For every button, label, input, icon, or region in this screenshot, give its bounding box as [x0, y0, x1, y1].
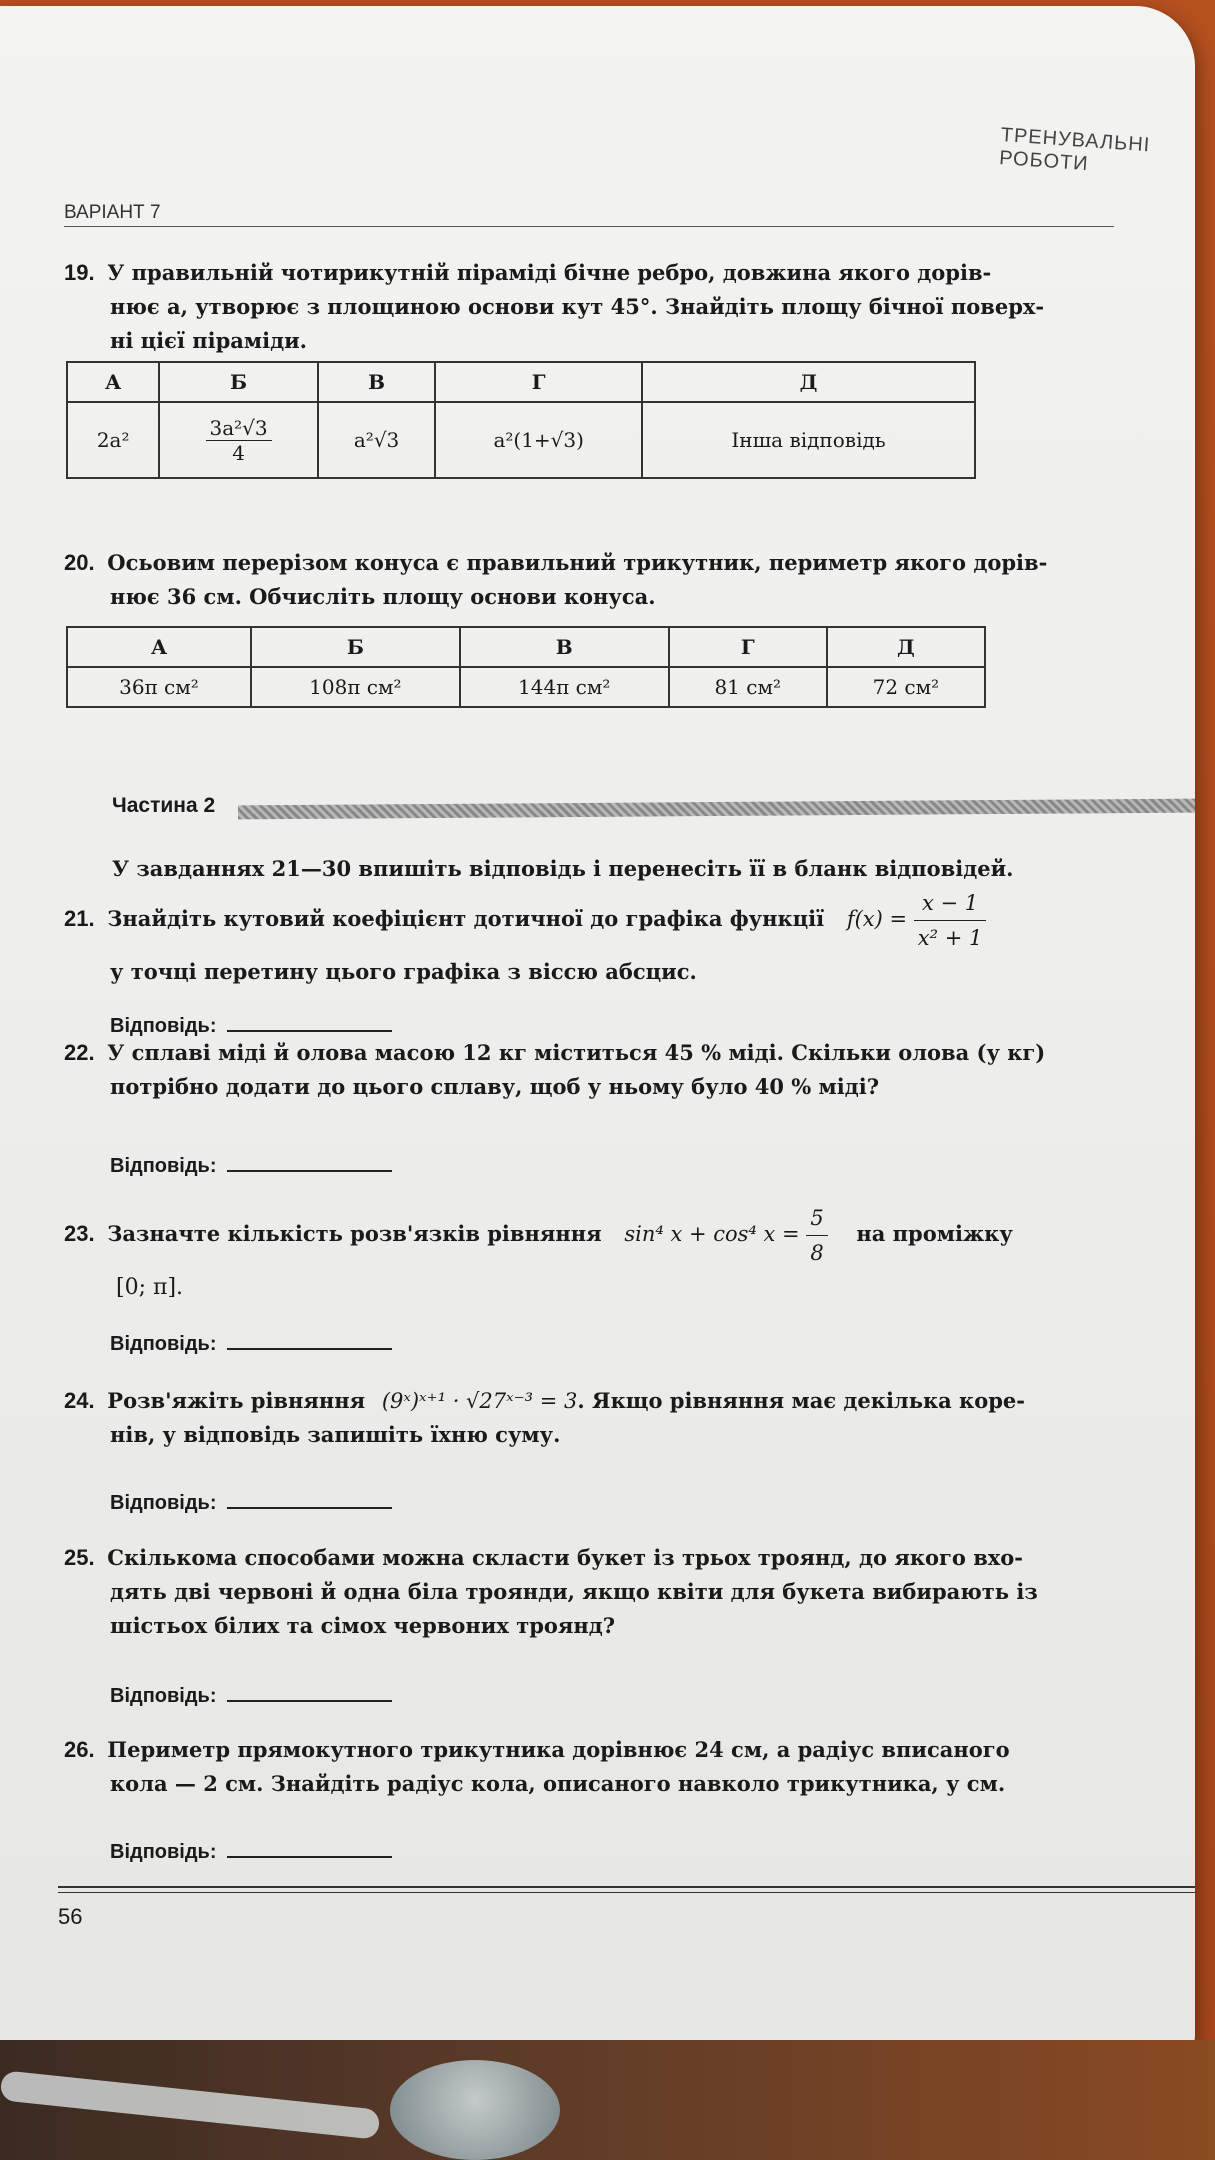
task-19-options-table: [66, 361, 976, 479]
interval-formula: [0; π].: [116, 1275, 184, 1300]
task-text-line: Знайдіть кутовий коефіцієнт дотичної до графіка функції: [107, 906, 825, 931]
task-23: [64, 1201, 1064, 1305]
task-text-line: потрібно додати до цього сплаву, щоб у ньому було 40 % міді?: [110, 1074, 880, 1099]
answer-input-line[interactable]: [227, 1152, 392, 1172]
header-divider: [64, 226, 1114, 227]
task-number: 23.: [64, 1221, 95, 1246]
part-2-title: Частина 2: [112, 794, 216, 817]
task-number: 24.: [64, 1388, 95, 1413]
answer-24: [110, 1489, 392, 1515]
task-26: [64, 1733, 1064, 1801]
task-number: 21.: [64, 906, 95, 931]
option-letter: Б: [251, 627, 460, 667]
task-text-line: Периметр прямокутного трикутника дорівнює 24 см, а радіус вписаного: [107, 1737, 1010, 1762]
task-22: [64, 1036, 1064, 1104]
task-24: [64, 1384, 1064, 1452]
task-number: 22.: [64, 1040, 95, 1065]
option-value: [159, 402, 318, 478]
task-text-line: нює 36 см. Обчисліть площу основи конуса.: [110, 584, 656, 609]
option-value: 81 см²: [669, 667, 827, 707]
option-value: 108π см²: [251, 667, 460, 707]
task-text-line: на проміжку: [856, 1221, 1013, 1246]
answer-22: [110, 1152, 392, 1178]
fraction-denominator: x² + 1: [917, 926, 983, 950]
option-letter: А: [67, 362, 159, 402]
answer-label: Відповідь:: [110, 1015, 217, 1037]
fraction-numerator: x − 1: [914, 886, 987, 921]
answer-25: [110, 1682, 392, 1708]
pen-object: [390, 2060, 560, 2160]
task-text-line: шістьох білих та сімох червоних троянд?: [110, 1613, 616, 1638]
task-number: 26.: [64, 1737, 95, 1762]
option-value: a²√3: [318, 402, 436, 478]
task-text-line: кола — 2 см. Знайдіть радіус кола, описаного навколо трикутника, у см.: [110, 1771, 1006, 1796]
task-text-line: у точці перетину цього графіка з віссю абсцис.: [110, 959, 697, 984]
option-letter: Г: [435, 362, 642, 402]
part-2-instructions: У завданнях 21—30 впишіть відповідь і перенесіть її в бланк відповідей.: [112, 856, 1014, 881]
task-text-line: Зазначте кількість розв'язків рівняння: [107, 1221, 602, 1246]
task-21: [64, 886, 1064, 989]
option-letter: Г: [669, 627, 827, 667]
function-formula: f(x) =: [846, 907, 908, 931]
option-value: 144π см²: [460, 667, 669, 707]
task-text-line: нів, у відповідь запишіть їхню суму.: [110, 1422, 561, 1447]
answer-label: Відповідь:: [110, 1333, 217, 1355]
task-text-line: Скількома способами можна скласти букет із трьох троянд, до якого вхо-: [107, 1545, 1024, 1570]
option-letter: А: [67, 627, 251, 667]
answer-input-line[interactable]: [227, 1489, 392, 1509]
option-letter: В: [460, 627, 669, 667]
equation-formula: (9ˣ)ˣ⁺¹ · √27ˣ⁻³ = 3: [381, 1389, 578, 1413]
task-text-line: Розв'яжіть рівняння: [107, 1388, 366, 1413]
task-text-line: У правильній чотирикутній піраміді бічне ребро, довжина якого дорів-: [107, 260, 992, 285]
section-header: ТРЕНУВАЛЬНІ РОБОТИ: [998, 124, 1151, 176]
answer-input-line[interactable]: [227, 1682, 392, 1702]
fraction-denominator: 4: [232, 440, 245, 465]
fraction-numerator: 3a²√3: [206, 416, 272, 441]
answer-label: Відповідь:: [110, 1841, 217, 1863]
answer-21: [110, 1012, 392, 1038]
variant-label: ВАРІАНТ 7: [64, 202, 161, 223]
option-letter: Д: [642, 362, 975, 402]
task-25: [64, 1541, 1064, 1643]
task-text-line: ні цієї піраміди.: [110, 328, 307, 353]
option-letter: В: [318, 362, 436, 402]
answer-input-line[interactable]: [227, 1330, 392, 1350]
task-19: [64, 256, 1064, 358]
answer-label: Відповідь:: [110, 1492, 217, 1514]
answer-23: [110, 1330, 392, 1356]
task-20-options-table: [66, 626, 986, 708]
answer-26: [110, 1838, 392, 1864]
option-value: a²(1+√3): [435, 402, 642, 478]
option-value: 72 см²: [827, 667, 985, 707]
worksheet-page: [0, 6, 1195, 2056]
task-20: [64, 546, 1064, 614]
task-text-line: . Якщо рівняння має декілька коре-: [577, 1388, 1025, 1413]
answer-label: Відповідь:: [110, 1685, 217, 1707]
option-letter: Б: [159, 362, 318, 402]
task-text-line: Осьовим перерізом конуса є правильний трикутник, периметр якого дорів-: [107, 550, 1048, 575]
option-value: 2a²: [67, 402, 159, 478]
page-number: 56: [58, 1904, 83, 1929]
task-text-line: У сплаві міді й олова масою 12 кг міститься 45 % міді. Скільки олова (у кг): [107, 1040, 1046, 1065]
fraction-denominator: 8: [810, 1241, 824, 1265]
task-text-line: нює a, утворює з площиною основи кут 45°. Знайдіть площу бічної поверх-: [110, 294, 1045, 319]
option-letter: Д: [827, 627, 985, 667]
fraction-numerator: 5: [806, 1201, 827, 1236]
part-2-divider-bar: [238, 799, 1195, 820]
footer-divider: [58, 1886, 1195, 1893]
answer-input-line[interactable]: [227, 1838, 392, 1858]
task-number: 19.: [64, 260, 95, 285]
answer-input-line[interactable]: [227, 1012, 392, 1032]
option-value: Інша відповідь: [642, 402, 975, 478]
option-value: 36π см²: [67, 667, 251, 707]
answer-label: Відповідь:: [110, 1155, 217, 1177]
task-number: 20.: [64, 550, 95, 575]
task-number: 25.: [64, 1545, 95, 1570]
task-text-line: дять дві червоні й одна біла троянди, якщо квіти для букета вибирають із: [110, 1579, 1038, 1604]
equation-formula: sin⁴ x + cos⁴ x =: [624, 1222, 800, 1246]
